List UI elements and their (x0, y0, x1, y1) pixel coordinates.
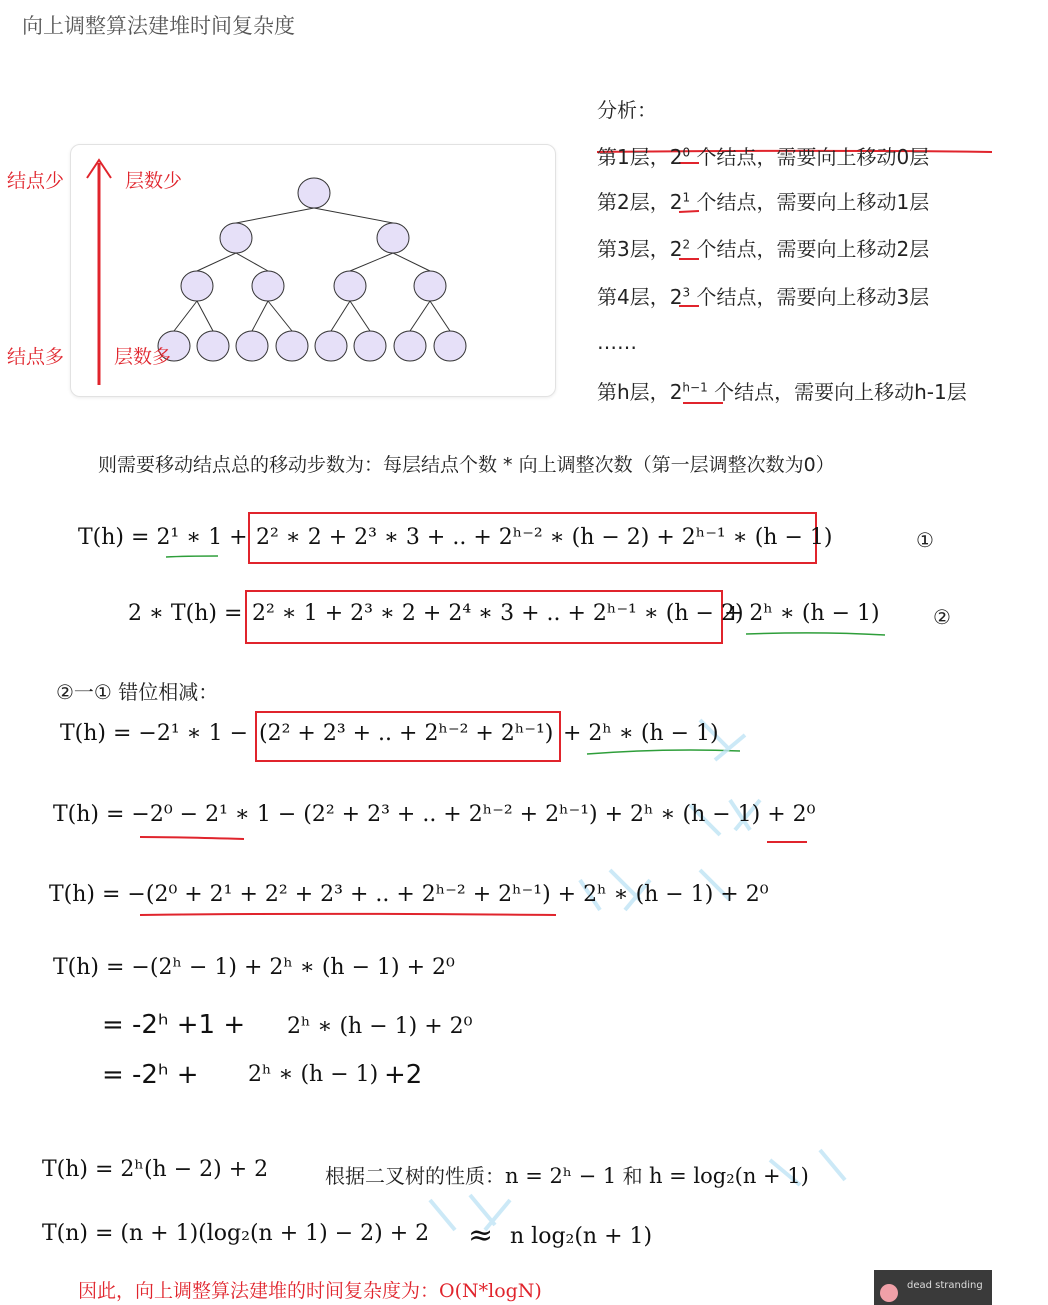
tree-edge (197, 301, 213, 331)
equation-10-rhs: n log₂(n + 1) (510, 1224, 653, 1249)
tree-edge (314, 208, 393, 223)
equation-7-handwritten: = -2ʰ +1 + (102, 1010, 246, 1040)
tree-node (236, 331, 268, 361)
tree-node (197, 331, 229, 361)
tree-node (394, 331, 426, 361)
equation-3: T(h) = −2¹ ∗ 1 − (60, 721, 249, 746)
tree-edge (236, 253, 268, 271)
underline-red-mark (140, 837, 244, 839)
tree-edge (236, 208, 314, 223)
tree-node (414, 271, 446, 301)
tree-node (377, 223, 409, 253)
equation-6: T(h) = −(2ʰ − 1) + 2ʰ ∗ (h − 1) + 2⁰ (53, 955, 455, 980)
tree-edge (350, 253, 393, 271)
label-many-nodes: 结点多 (7, 346, 65, 368)
tree-node (276, 331, 308, 361)
tree-edge (410, 301, 430, 331)
tree-edge (430, 301, 450, 331)
analysis-row-3: 第3层，$2^2$ 个结点，需要向上移动2层 (597, 237, 930, 261)
equation-3-boxed: (2² + 2³ + .. + 2ʰ⁻² + 2ʰ⁻¹) (259, 721, 554, 746)
background-watermark (430, 720, 845, 1230)
analysis-row-1: 第1层，$2^0$ 个结点，需要向上移动0层 (597, 145, 930, 169)
tree-edge (252, 301, 268, 331)
underline-green-mark (166, 556, 218, 557)
equation-8-handwritten-tail: +2 (384, 1060, 423, 1090)
equation-8-handwritten: = -2ʰ + (102, 1060, 199, 1090)
tree-node (220, 223, 252, 253)
summary-line: 则需要移动结点总的移动步数为：每层结点个数 * 向上调整次数（第一层调整次数为0） (98, 454, 835, 476)
subtract-label: ②一① 错位相减： (56, 680, 219, 704)
equation-2-tail: + 2ʰ ∗ (h − 1) (724, 601, 880, 626)
watermark-text: dead stranding (907, 1280, 983, 1291)
tree-node (181, 271, 213, 301)
label-few-nodes: 结点少 (7, 170, 65, 192)
analysis-row-2: 第2层，$2^1$ 个结点，需要向上移动1层 (597, 190, 930, 214)
analysis-heading: 分析： (597, 98, 657, 122)
tree-node (354, 331, 386, 361)
equation-8-math: 2ʰ ∗ (h − 1) (248, 1062, 379, 1087)
equation-7-math: 2ʰ ∗ (h − 1) + 2⁰ (287, 1014, 473, 1039)
tree-edge (174, 301, 197, 331)
approx-symbol: ≈ (468, 1218, 494, 1253)
underline-green-mark (746, 633, 885, 635)
underline-green-mark (587, 750, 740, 754)
tree-node (334, 271, 366, 301)
equation-3-tail: + 2ʰ ∗ (h − 1) (563, 721, 719, 746)
label-many-levels: 层数多 (114, 346, 172, 368)
equation-2-boxed: 2² ∗ 1 + 2³ ∗ 2 + 2⁴ ∗ 3 + .. + 2ʰ⁻¹ ∗ (h − 2) (252, 601, 744, 626)
analysis-ellipsis: …… (597, 330, 637, 354)
avatar (880, 1284, 898, 1302)
tree-edge (331, 301, 350, 331)
equation-1: T(h) = 2¹ ∗ 1 + (78, 525, 248, 550)
tree-node (252, 271, 284, 301)
label-few-levels: 层数少 (125, 170, 183, 192)
equation-5: T(h) = −(2⁰ + 2¹ + 2² + 2³ + .. + 2ʰ⁻² + 2ʰ⁻¹) + 2ʰ ∗ (h − 1) + 2⁰ (49, 882, 769, 907)
property-line: 根据二叉树的性质：n = 2ʰ − 1 和 h = log₂(n + 1) (325, 1164, 809, 1188)
equation-9: T(h) = 2ʰ(h − 2) + 2 (42, 1157, 269, 1182)
tree-edge (197, 253, 236, 271)
analysis-row-4: 第4层，$2^3$ 个结点，需要向上移动3层 (597, 285, 930, 309)
equation-10: T(n) = (n + 1)(log₂(n + 1) − 2) + 2 (42, 1221, 430, 1246)
equation-marker-2: ② (933, 605, 951, 629)
tree-edge (268, 301, 292, 331)
tree-edge (350, 301, 370, 331)
equation-1-boxed: 2² ∗ 2 + 2³ ∗ 3 + .. + 2ʰ⁻² ∗ (h − 2) + 2ʰ⁻¹ ∗ (h − 1) (256, 525, 833, 550)
tree-node (298, 178, 330, 208)
analysis-row-h: 第h层，$2^{h-1}$ 个结点，需要向上移动h-1层 (597, 380, 967, 404)
underline-red-mark (140, 914, 556, 915)
user-watermark (874, 1270, 992, 1305)
page-title: 向上调整算法建堆时间复杂度 (22, 14, 295, 38)
conclusion-text: 因此，向上调整算法建堆的时间复杂度为：O(N*logN) (78, 1280, 542, 1302)
equation-marker-1: ① (916, 528, 934, 552)
tree-edge (393, 253, 430, 271)
equation-2: 2 ∗ T(h) = (128, 601, 243, 626)
tree-node (315, 331, 347, 361)
tree-node (434, 331, 466, 361)
equation-4: T(h) = −2⁰ − 2¹ ∗ 1 − (2² + 2³ + .. + 2ʰ⁻² + 2ʰ⁻¹) + 2ʰ ∗ (h − 1) + 2⁰ (53, 802, 816, 827)
